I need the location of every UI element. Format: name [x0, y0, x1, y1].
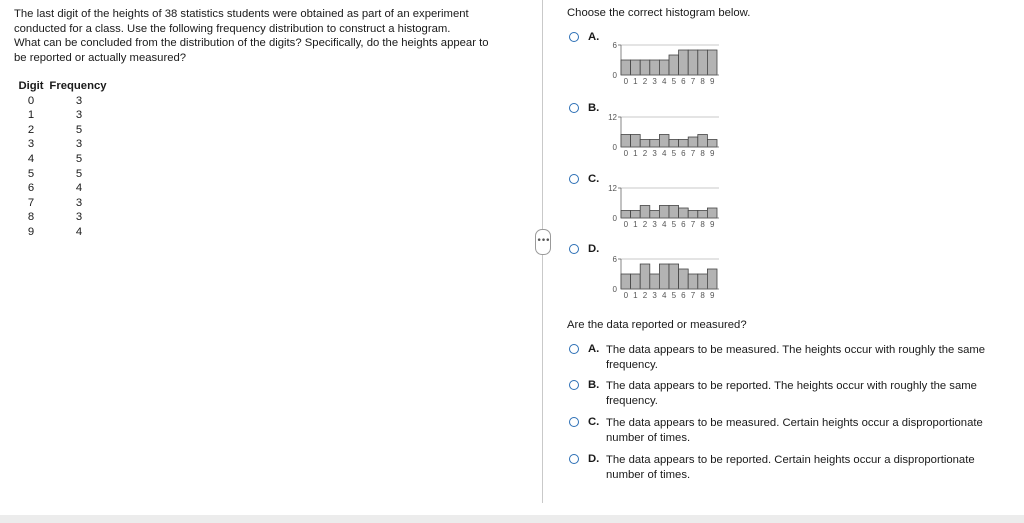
- x-tick-label: 4: [661, 77, 667, 86]
- histogram-bar: [631, 135, 641, 148]
- histogram-bar: [688, 50, 698, 75]
- histogram-bar: [707, 140, 717, 148]
- reported-measured-prompt: Are the data reported or measured?: [567, 319, 747, 331]
- radio-button[interactable]: [569, 417, 579, 427]
- x-tick-label: 2: [642, 77, 648, 86]
- y-max-label: 12: [608, 184, 617, 193]
- x-tick-label: 3: [652, 220, 657, 229]
- x-tick-label: 8: [700, 77, 705, 86]
- option-label: A.: [588, 343, 600, 355]
- option-label: D.: [588, 243, 600, 255]
- x-tick-label: 4: [661, 220, 667, 229]
- option-label: B.: [588, 102, 600, 114]
- histogram-bar: [640, 60, 650, 75]
- histogram-bar: [631, 211, 641, 219]
- radio-button[interactable]: [569, 174, 579, 184]
- histogram-bar: [698, 50, 708, 75]
- digit-cell: 0: [27, 94, 35, 107]
- x-tick-label: 2: [642, 220, 648, 229]
- histogram-bar: [669, 264, 679, 289]
- histogram-bar: [698, 135, 708, 148]
- histogram-bar: [640, 264, 650, 289]
- x-tick-label: 1: [633, 149, 638, 158]
- digit-cell: 8: [27, 211, 35, 224]
- histogram-bar: [659, 60, 669, 75]
- x-tick-label: 1: [633, 220, 638, 229]
- histogram-bar: [688, 137, 698, 147]
- radio-button[interactable]: [569, 454, 579, 464]
- digit-cell: 9: [27, 226, 35, 239]
- radio-button[interactable]: [569, 32, 579, 42]
- histogram-bar: [650, 60, 660, 75]
- x-tick-label: 4: [661, 291, 667, 300]
- bottom-bar: [0, 515, 1024, 523]
- frequency-cell: 3: [75, 196, 83, 209]
- y-max-label: 12: [608, 113, 617, 122]
- option-label: C.: [588, 416, 600, 428]
- table-row: [15, 108, 109, 123]
- histogram-a: [597, 39, 722, 99]
- x-tick-label: 3: [652, 291, 657, 300]
- histogram-b: [597, 111, 722, 171]
- digit-cell: 4: [27, 153, 35, 166]
- radio-button[interactable]: [569, 103, 579, 113]
- histogram-bar: [631, 60, 641, 75]
- digit-cell: 7: [27, 196, 35, 209]
- histogram-bar: [659, 264, 669, 289]
- histogram-bar: [621, 211, 631, 219]
- table-row: [15, 166, 109, 181]
- y-max-label: 6: [612, 41, 617, 50]
- histogram-bar: [669, 206, 679, 219]
- x-tick-label: 6: [681, 149, 686, 158]
- answer-text: The data appears to be reported. Certain heights occur a disproportionate number of times.: [606, 454, 975, 481]
- histogram-bar: [707, 269, 717, 289]
- x-tick-label: 5: [671, 291, 677, 300]
- x-tick-label: 6: [681, 220, 686, 229]
- answer-text: The data appears to be measured. Certain heights occur a disproportionate number of times.: [606, 417, 983, 444]
- table-row: [15, 181, 109, 196]
- x-tick-label: 3: [652, 149, 657, 158]
- question-line: What can be concluded from the distribution of the digits? Specifically, do the heights appear to: [14, 37, 489, 50]
- frequency-cell: 5: [75, 153, 83, 166]
- x-tick-label: 9: [709, 77, 715, 86]
- x-tick-label: 7: [690, 77, 696, 86]
- y-min-label: 0: [612, 285, 617, 294]
- x-tick-label: 2: [642, 149, 648, 158]
- question-text: [14, 7, 524, 65]
- frequency-cell: 5: [75, 123, 83, 136]
- table-row: [15, 123, 109, 138]
- question-line: The last digit of the heights of 38 statistics students were obtained as part of an experiment: [14, 8, 469, 20]
- answer-text: The data appears to be measured. The heights occur with roughly the same frequency.: [606, 344, 986, 371]
- histogram-bar: [640, 206, 650, 219]
- histogram-bar: [650, 211, 660, 219]
- table-row: [15, 225, 109, 240]
- histogram-bar: [669, 140, 679, 148]
- histogram-bar: [688, 211, 698, 219]
- x-tick-label: 0: [623, 149, 629, 158]
- histogram-bar: [669, 55, 679, 75]
- x-tick-label: 3: [652, 77, 657, 86]
- histogram-c: [597, 182, 722, 242]
- table-row: [15, 93, 109, 108]
- frequency-cell: 4: [75, 182, 83, 195]
- digit-header: Digit: [18, 79, 44, 92]
- x-tick-label: 0: [623, 220, 629, 229]
- x-tick-label: 4: [661, 149, 667, 158]
- x-tick-label: 0: [623, 77, 629, 86]
- x-tick-label: 8: [700, 291, 705, 300]
- frequency-cell: 3: [75, 138, 83, 151]
- digit-cell: 3: [27, 138, 35, 151]
- histogram-bar: [688, 274, 698, 289]
- answer-text: The data appears to be reported. The heights occur with roughly the same frequency.: [606, 380, 977, 407]
- histogram-bar: [640, 140, 650, 148]
- x-tick-label: 2: [642, 291, 648, 300]
- histogram-bar: [679, 269, 689, 289]
- table-row: [15, 152, 109, 167]
- histogram-bar: [698, 274, 708, 289]
- x-tick-label: 5: [671, 77, 677, 86]
- x-tick-label: 1: [633, 291, 638, 300]
- more-dots-icon[interactable]: •••: [535, 229, 551, 255]
- option-label: B.: [588, 379, 600, 391]
- digit-cell: 1: [27, 109, 35, 122]
- option-label: D.: [588, 453, 600, 465]
- x-tick-label: 8: [700, 149, 705, 158]
- x-tick-label: 6: [681, 291, 686, 300]
- question-line: be reported or actually measured?: [14, 51, 187, 64]
- frequency-cell: 4: [75, 226, 83, 239]
- frequency-cell: 3: [75, 94, 83, 107]
- histogram-bar: [621, 135, 631, 148]
- histogram-bar: [631, 274, 641, 289]
- frequency-header: Frequency: [49, 79, 107, 92]
- x-tick-label: 9: [709, 149, 715, 158]
- table-row: [15, 137, 109, 152]
- histogram-bar: [698, 211, 708, 219]
- x-tick-label: 1: [633, 77, 638, 86]
- histogram-bar: [650, 274, 660, 289]
- option-label: C.: [588, 173, 600, 185]
- x-tick-label: 6: [681, 77, 686, 86]
- histogram-bar: [707, 50, 717, 75]
- histogram-bar: [621, 274, 631, 289]
- histogram-bar: [679, 208, 689, 218]
- histogram-bar: [679, 140, 689, 148]
- y-max-label: 6: [612, 255, 617, 264]
- digit-cell: 5: [27, 167, 35, 180]
- digit-cell: 6: [27, 182, 35, 195]
- x-tick-label: 0: [623, 291, 629, 300]
- histogram-bar: [679, 50, 689, 75]
- x-tick-label: 7: [690, 291, 696, 300]
- x-tick-label: 5: [671, 149, 677, 158]
- option-label: A.: [588, 31, 600, 43]
- histogram-bar: [659, 206, 669, 219]
- frequency-cell: 3: [75, 109, 83, 122]
- question-line: conducted for a class. Use the following frequency distribution to construct a histogram.: [14, 22, 451, 35]
- radio-button[interactable]: [569, 380, 579, 390]
- frequency-cell: 3: [75, 211, 83, 224]
- histogram-bar: [650, 140, 660, 148]
- y-min-label: 0: [612, 143, 617, 152]
- x-tick-label: 9: [709, 291, 715, 300]
- histogram-bar: [707, 208, 717, 218]
- question-panel: [14, 7, 524, 239]
- x-tick-label: 9: [709, 220, 715, 229]
- y-min-label: 0: [612, 214, 617, 223]
- y-min-label: 0: [612, 71, 617, 80]
- x-tick-label: 5: [671, 220, 677, 229]
- histogram-d: [597, 253, 722, 313]
- frequency-cell: 5: [75, 167, 83, 180]
- x-tick-label: 7: [690, 220, 696, 229]
- table-row: [15, 210, 109, 225]
- histogram-prompt: Choose the correct histogram below.: [567, 7, 751, 19]
- x-tick-label: 7: [690, 149, 696, 158]
- radio-button[interactable]: [569, 344, 579, 354]
- table-row: [15, 196, 109, 211]
- radio-button[interactable]: [569, 244, 579, 254]
- frequency-table: [15, 78, 109, 239]
- x-tick-label: 8: [700, 220, 705, 229]
- histogram-bar: [659, 135, 669, 148]
- histogram-bar: [621, 60, 631, 75]
- digit-cell: 2: [27, 123, 35, 136]
